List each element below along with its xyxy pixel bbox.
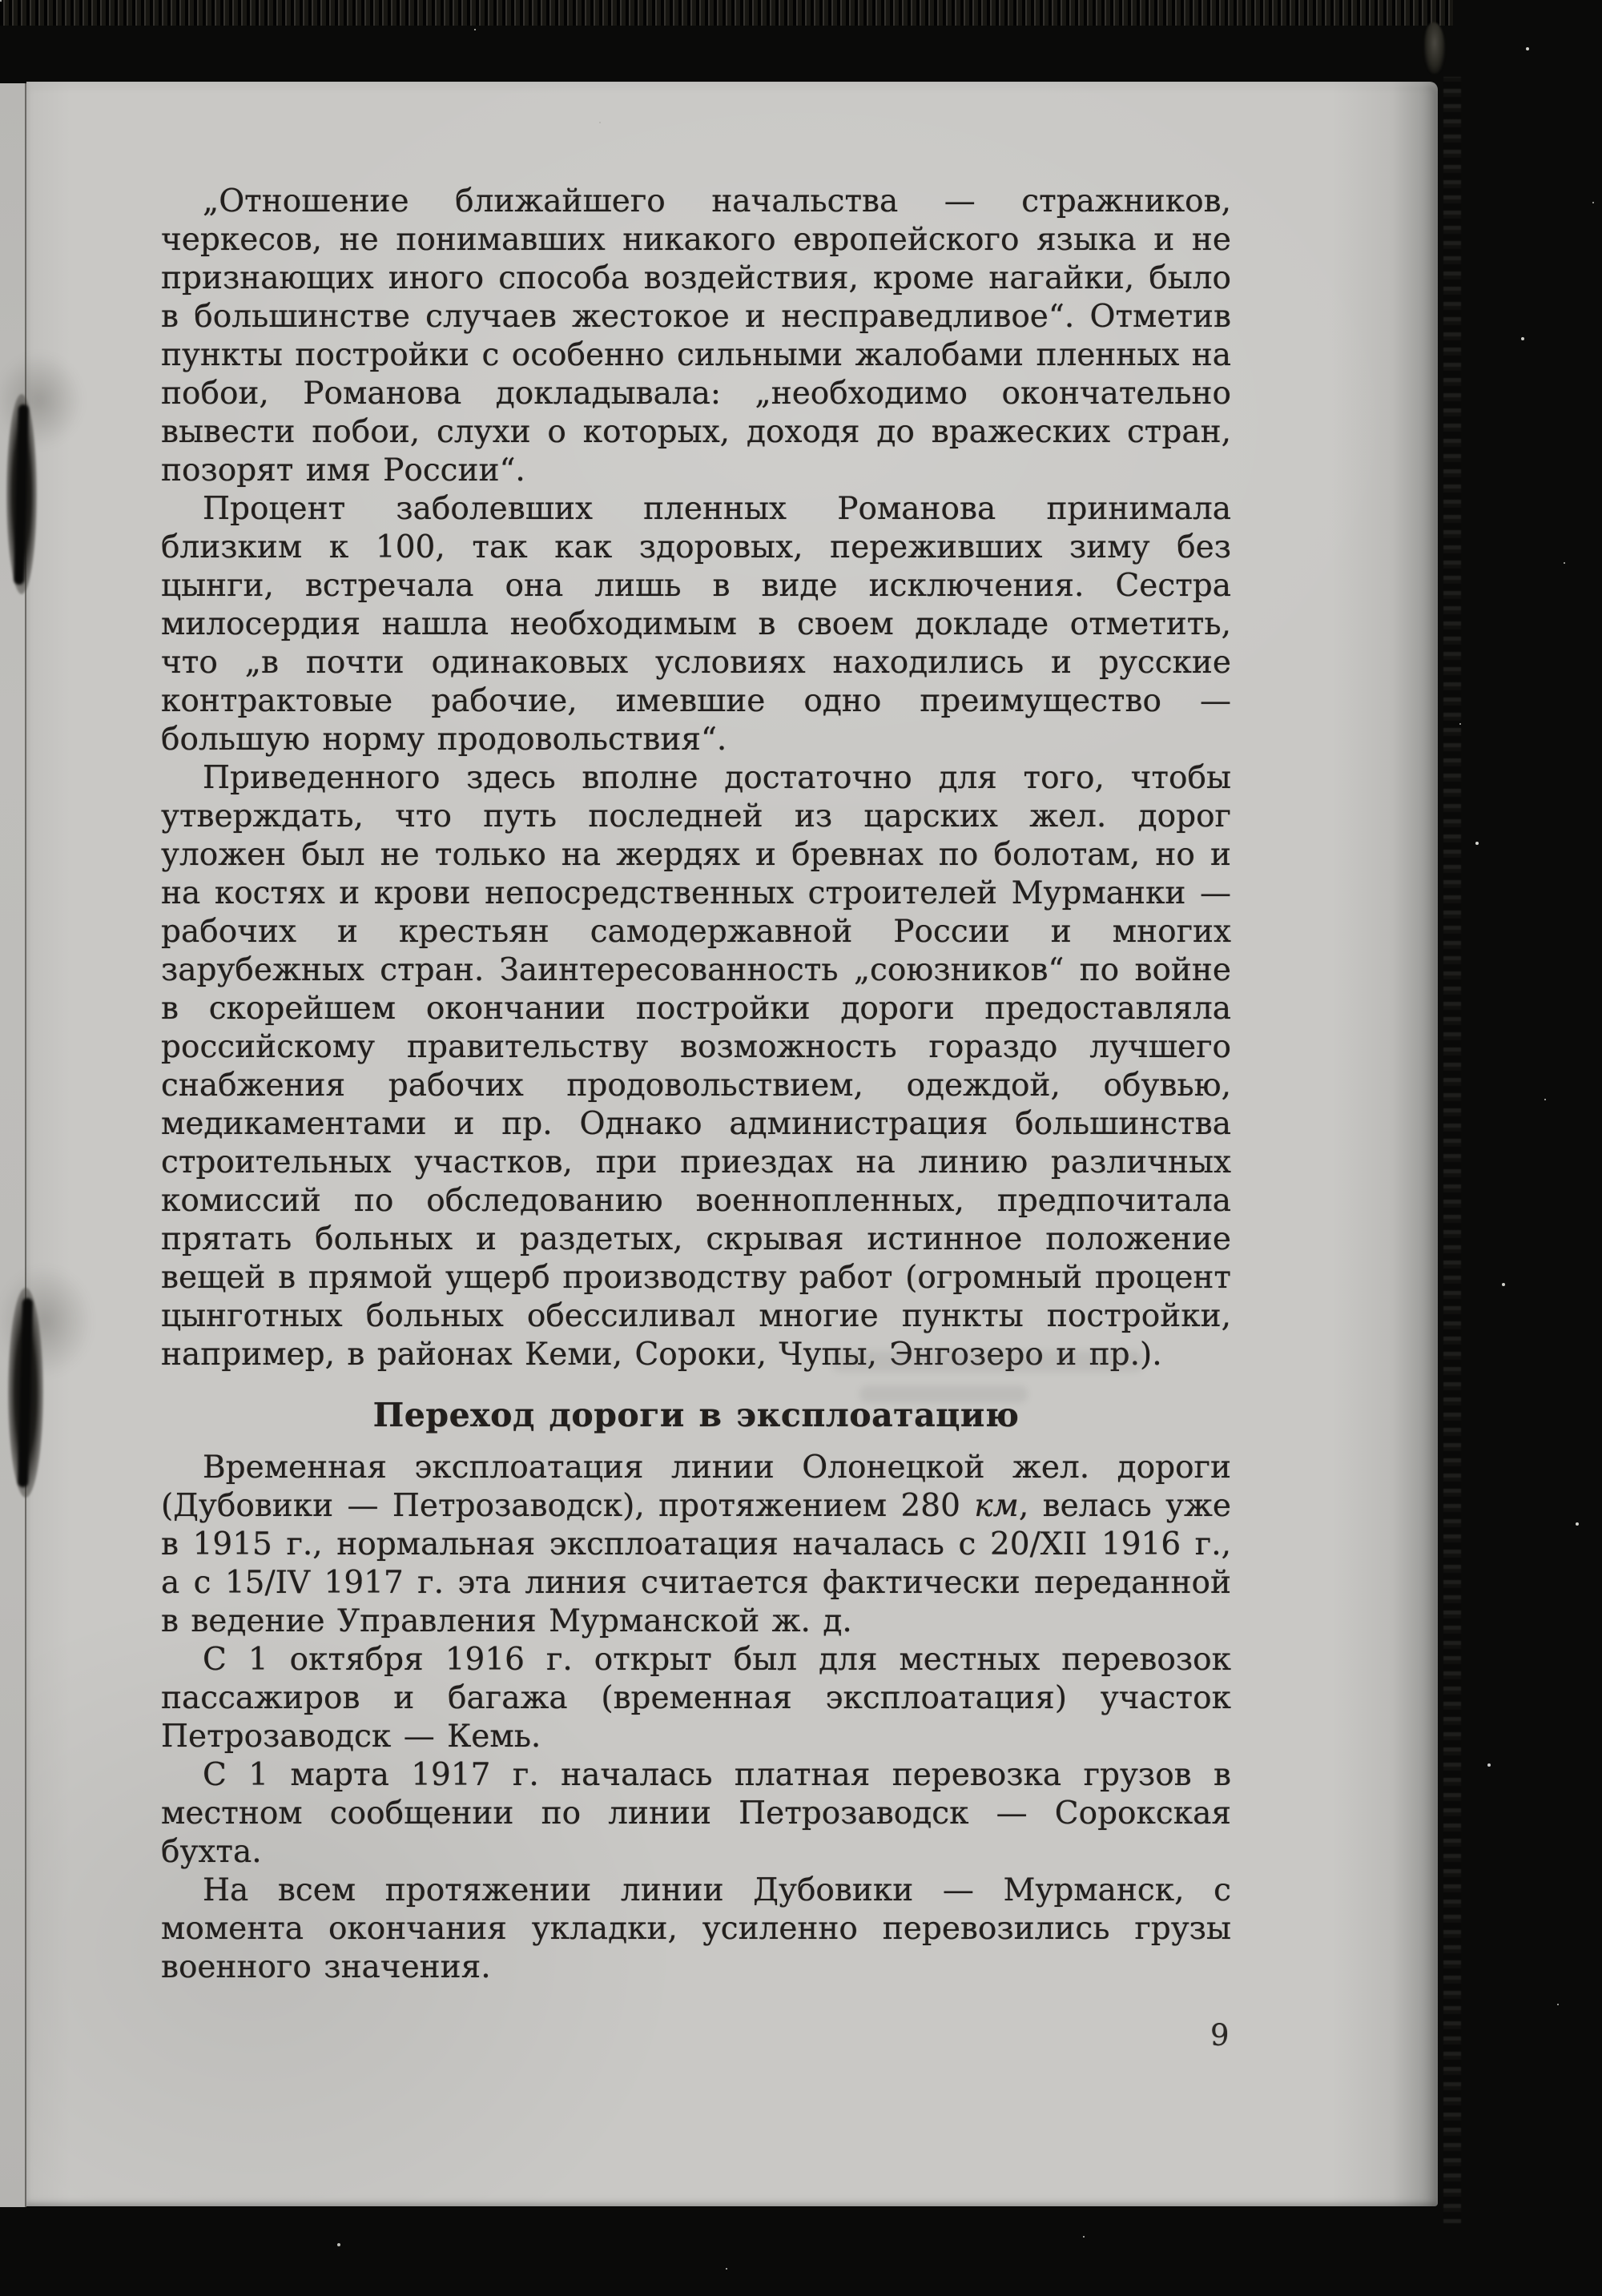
body-paragraph: На всем протяжении линии Дубовики — Мурманск, с момента окончания укладки, усиленно перевозились грузы военного значения.	[161, 1872, 1231, 1985]
binding-staple-mark-bottom	[8, 1288, 43, 1498]
text-block	[161, 183, 1231, 1987]
body-paragraph: С 1 марта 1917 г. началась платная перевозка грузов в местном сообщении по линии Петрозаводск — Сорокская бухта.	[161, 1757, 1231, 1870]
body-paragraph: Приведенного здесь вполне достаточно для того, чтобы утверждать, что путь последней из царских жел. дорог уложен был не только на жердях и бревнах по болотам, но и на костях и крови непосредственных строителей Мурманки — рабочих и крестьян самодержавной России и многих зарубежных стран. Заинтересованность „союзников“ по войне в скорейшем окончании постройки дороги предоставляла российскому правительству возможность гораздо лучшего снабжения рабочих продовольствием, одеждой, обувью, медикаментами и пр. Однако администрация большинства строительных участков, при приездах на линию различных комиссий по обследованию военнопленных, предпочитала прятать больных и раздетых, скрывая истинное положение вещей в прямой ущерб производству работ (огромный процент цынготных больных обессиливал многие пункты постройки, например, в районах Кеми, Сороки, Чупы, Энгозеро и пр.).	[161, 760, 1231, 1373]
section-heading: Переход дороги в эксплоатацию	[372, 1396, 1020, 1434]
page-number: 9	[1210, 2018, 1230, 2053]
body-paragraph: С 1 октября 1916 г. открыт был для местных перевозок пассажиров и багажа (временная эксплоатация) участок Петрозаводск — Кемь.	[161, 1642, 1231, 1755]
show-through-smudge	[859, 1385, 1028, 1403]
staple-core	[14, 404, 29, 584]
cover-hinge-seam	[1443, 77, 1461, 2223]
body-paragraph: Процент заболевших пленных Романова принимала близким к 100, так как здоровых, переживших зиму без цынги, встречала она лишь в виде исключения. Сестра милосердия нашла необходимым в своем докладе отметить, что „в почти одинаковых условиях находились и русские контрактовые рабочие, имевшие одно преимущество — большую норму продовольствия“.	[161, 491, 1231, 758]
book-page	[26, 82, 1438, 2206]
dust-specks	[0, 0, 2, 2]
body-paragraph: „Отношение ближайшего начальства — стражников, черкесов, не понимавших никакого европейского языка и не признающих иного способа воздействия, кроме нагайки, было в большинстве случаев жестокое и несправедливое“. Отметив пункты постройки с особенно сильными жалобами пленных на побои, Романова докладывала: „необходимо окончательно вывести побои, слухи о которых, доходя до вражеских стран, позорят имя России“.	[161, 183, 1231, 489]
staple-core	[18, 1298, 33, 1487]
binding-staple-mark-top	[6, 394, 37, 594]
show-through-smudge	[831, 1351, 1144, 1372]
cover-cloth-edge	[0, 0, 1453, 26]
body-paragraph: Временная эксплоатация линии Олонецкой жел. дороги (Дубовики — Петрозаводск), протяжением 280 км, велась уже в 1915 г., нормальная эксплоатация началась с 20/XII 1916 г., а с 15/IV 1917 г. эта линия считается фактически переданной в ведение Управления Мурманской ж. д.	[161, 1450, 1231, 1639]
binding-thread	[1424, 22, 1445, 74]
